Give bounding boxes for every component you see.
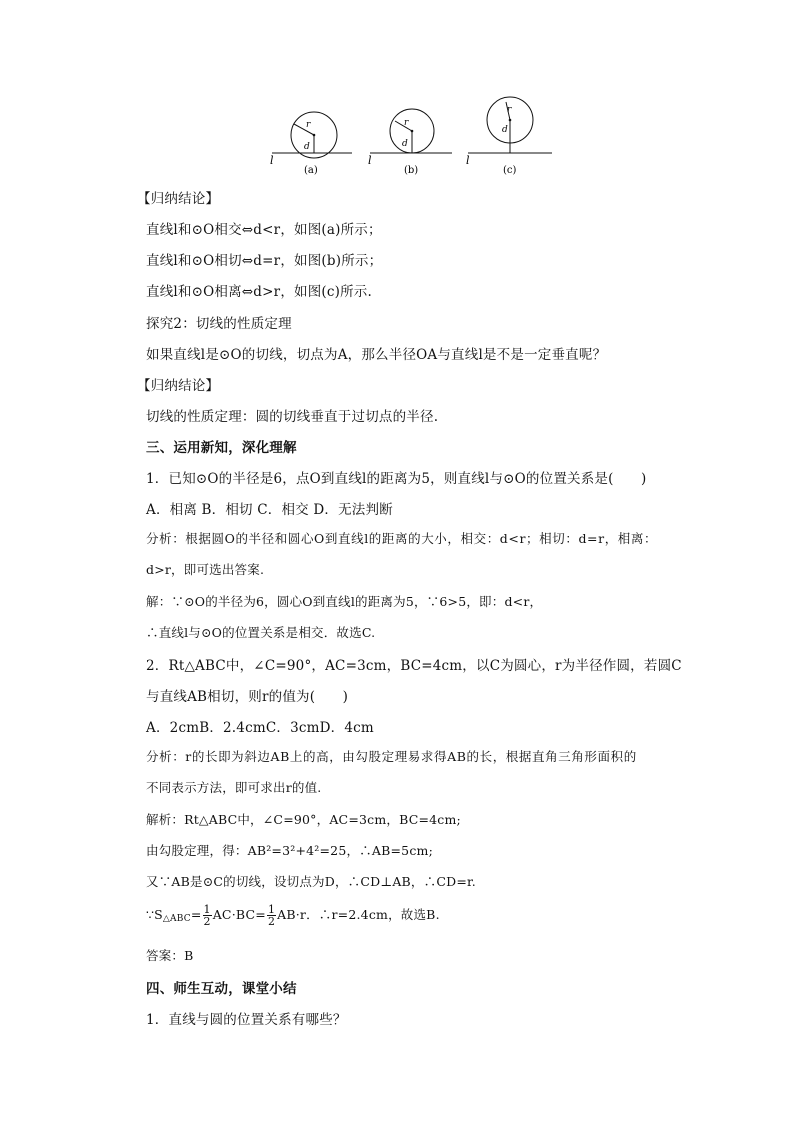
intersect-rule: 直线l和⊙O相交⇔d<r，如图(a)所示； bbox=[146, 222, 382, 238]
separate-rule: 直线l和⊙O相离⇔d>r，如图(c)所示. bbox=[146, 284, 373, 300]
formula-middle: AC·BC= bbox=[212, 907, 266, 922]
analysis-1-line2: d>r，即可选出答案. bbox=[146, 562, 265, 577]
solution-1-line1: 解：∵⊙O的半径为6，圆心O到直线l的距离为5，∵6>5，即：d<r， bbox=[146, 594, 543, 609]
question-2-line1: 2．Rt△ABC中，∠C=90°，AC=3cm，BC=4cm，以C为圆心，r为半径作圆，若圆C bbox=[146, 658, 682, 674]
question-2-options: A．2cmB．2.4cmC．3cmD．4cm bbox=[146, 720, 374, 736]
formula-subscript: △ABC bbox=[162, 914, 191, 924]
conclusion-heading: 【归纳结论】 bbox=[137, 191, 220, 207]
fraction-half: $\frac{1}{2}$ bbox=[203, 903, 211, 928]
answer: 答案：B bbox=[146, 948, 194, 963]
solution-2-formula bbox=[146, 904, 440, 927]
analysis-2-line2: 不同表示方法，即可求出r的值. bbox=[146, 780, 322, 795]
solution-2-line2: 由勾股定理，得：AB²=3²+4²=25，∴AB=5cm; bbox=[146, 843, 433, 858]
svg-text:l: l bbox=[466, 154, 470, 167]
summary-question-1: 1．直线与圆的位置关系有哪些？ bbox=[146, 1012, 347, 1028]
formula-prefix: ∵S bbox=[146, 907, 163, 922]
svg-text:(b): (b) bbox=[404, 165, 419, 176]
question-1: 1．已知⊙O的半径是6，点O到直线l的距离为5，则直线l与⊙O的位置关系是( ) bbox=[146, 471, 647, 487]
question-1-options: A．相离 B．相切 C．相交 D．无法判断 bbox=[146, 502, 393, 518]
solution-2-line1: 解析：Rt△ABC中，∠C=90°，AC=3cm，BC=4cm; bbox=[146, 812, 461, 827]
svg-text:d: d bbox=[502, 125, 508, 135]
svg-text:(a): (a) bbox=[304, 165, 318, 176]
section-4-heading: 四、师生互动，课堂小结 bbox=[146, 981, 297, 997]
analysis-1-line1: 分析：根据圆O的半径和圆心O到直线l的距离的大小，相交：d<r；相切：d=r，相离： bbox=[146, 531, 658, 546]
conclusion-heading-2: 【归纳结论】 bbox=[137, 378, 220, 394]
figure-a bbox=[270, 112, 352, 176]
formula-equals: = bbox=[190, 907, 202, 922]
svg-text:d: d bbox=[304, 142, 310, 152]
explore-2-heading: 探究2：切线的性质定理 bbox=[146, 316, 292, 332]
circle-line-figure bbox=[262, 94, 562, 180]
solution-2-line3: 又∵AB是⊙C的切线，设切点为D，∴CD⊥AB，∴CD=r. bbox=[146, 874, 476, 889]
svg-text:l: l bbox=[368, 154, 372, 167]
question-2-line2: 与直线AB相切，则r的值为( ) bbox=[146, 689, 349, 705]
tangent-rule: 直线l和⊙O相切⇔d=r，如图(b)所示； bbox=[146, 253, 383, 269]
formula-end: AB·r．∴r=2.4cm，故选B. bbox=[277, 907, 440, 922]
svg-text:r: r bbox=[404, 118, 409, 128]
section-3-heading: 三、运用新知，深化理解 bbox=[146, 440, 297, 456]
tangent-theorem: 切线的性质定理：圆的切线垂直于过切点的半径. bbox=[146, 409, 439, 425]
analysis-2-line1: 分析：r的长即为斜边AB上的高，由勾股定理易求得AB的长，根据直角三角形面积的 bbox=[146, 749, 637, 764]
solution-1-line2: ∴直线l与⊙O的位置关系是相交．故选C. bbox=[146, 625, 376, 640]
figure-b bbox=[368, 109, 452, 176]
figure-c bbox=[466, 97, 552, 176]
svg-text:(c): (c) bbox=[503, 165, 517, 176]
svg-text:r: r bbox=[306, 120, 311, 130]
svg-text:l: l bbox=[270, 154, 274, 167]
fraction-half-2: $\frac{1}{2}$ bbox=[267, 903, 276, 928]
svg-text:r: r bbox=[507, 105, 512, 115]
svg-text:d: d bbox=[402, 139, 408, 149]
explore-2-question: 如果直线l是⊙O的切线，切点为A，那么半径OA与直线l是不是一定垂直呢？ bbox=[146, 347, 607, 363]
